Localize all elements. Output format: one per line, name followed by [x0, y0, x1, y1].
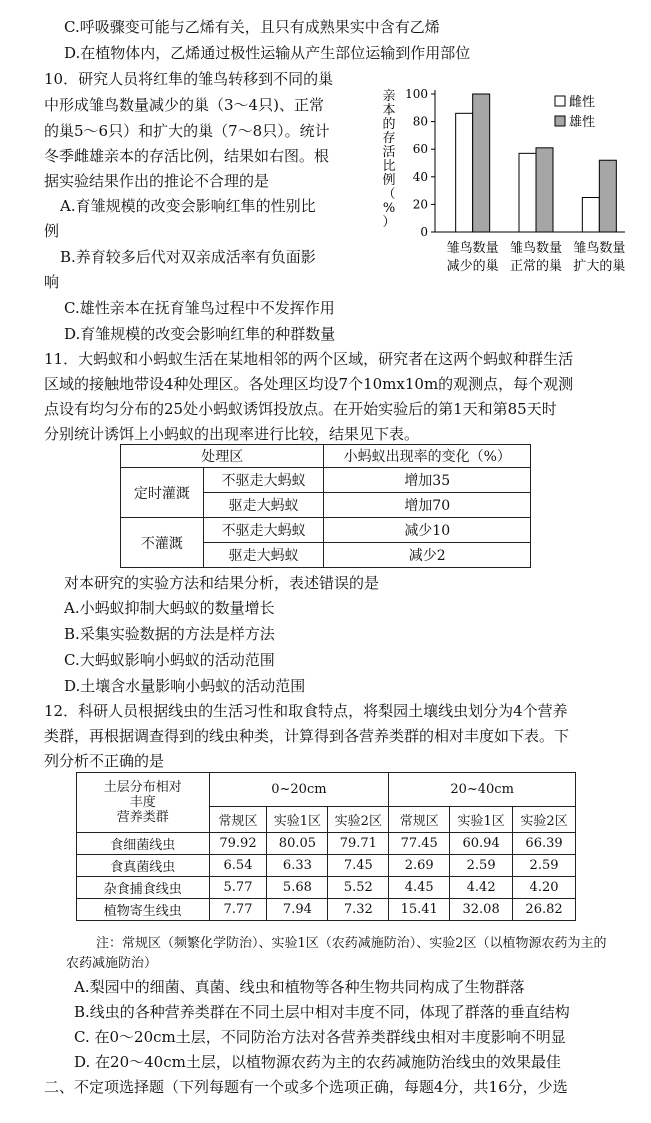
bar-female: [582, 198, 599, 233]
y-axis-label-char: 亲: [382, 89, 396, 104]
table-cell: 60.94: [450, 833, 513, 855]
table-cell: 32.08: [450, 899, 513, 921]
y-axis-label-char: 例: [382, 173, 396, 188]
table-cell: 7.45: [328, 855, 389, 877]
y-axis-label-char: 存: [382, 131, 396, 146]
nematode-table-layer-2: 20~40cm: [389, 773, 576, 807]
survival-bar-chart: [375, 82, 645, 287]
bar-female: [456, 113, 473, 232]
ant-table: [120, 444, 531, 568]
q11-stem-line-2: 区域的接触地带设4种处理区。各处理区均设7个10mx10m的观测点，每个观测: [44, 375, 574, 393]
y-tick-label: 100: [405, 87, 428, 101]
table-cell: 5.77: [209, 877, 267, 899]
nematode-table-subhead: 实验1区: [267, 807, 328, 833]
q11-stem-line-4: 分别统计诱饵上小蚂蚁的出现率进行比较，结果见下表。: [44, 425, 420, 443]
table-cell: 4.45: [389, 877, 450, 899]
q10-stem-line-1: 10．研究人员将红隼的雏鸟转移到不同的巢: [44, 70, 334, 88]
legend-swatch-male: [555, 116, 565, 126]
table-cell: 79.92: [209, 833, 267, 855]
nematode-table: [76, 772, 576, 921]
ant-table-group: 不灌溉: [121, 518, 204, 568]
q11-option-d: D.土壤含水量影响小蚂蚁的活动范围: [64, 677, 306, 695]
corner-line-1: 土层分布相对: [103, 780, 182, 795]
table-cell: 5.52: [328, 877, 389, 899]
q12-stem-line-1: 12．科研人员根据线虫的生活习性和取食特点，将梨园土壤线虫划分为4个营养: [44, 702, 568, 720]
q10-option-b-cont: 响: [44, 273, 60, 291]
q11-stem-line-3: 点设有均匀分布的25处小蚂蚁诱饵投放点。在开始实验后的第1天和第85天时: [44, 400, 557, 418]
nematode-table-subhead: 实验2区: [513, 807, 576, 833]
prev-option-c: C.呼吸骤变可能与乙烯有关，且只有成熟果实中含有乙烯: [64, 18, 440, 36]
q10-option-c: C.雄性亲本在抚育雏鸟过程中不发挥作用: [64, 299, 335, 317]
q11-option-c: C.大蚂蚁影响小蚂蚁的活动范围: [64, 651, 275, 669]
table-cell: 15.41: [389, 899, 450, 921]
y-axis-label-char: （: [382, 187, 396, 202]
prev-option-d: D.在植物体内，乙烯通过极性运输从产生部位运输到作用部位: [64, 44, 471, 62]
q11-option-b: B.采集实验数据的方法是样方法: [64, 625, 275, 643]
table-cell: 5.68: [267, 877, 328, 899]
ant-table-change: 增加70: [324, 493, 531, 518]
y-axis-label-char: %: [382, 201, 396, 216]
nematode-table-subhead: 实验2区: [328, 807, 389, 833]
chart-svg: [375, 82, 645, 287]
y-tick-label: 40: [412, 169, 428, 184]
table-cell: 7.94: [267, 899, 328, 921]
q12-note-line-2: 农药减施防治）: [66, 956, 158, 971]
ant-table-header-change: 小蚂蚁出现率的变化（%）: [324, 445, 531, 468]
x-category-label: 减少的巢: [446, 259, 499, 274]
q10-stem-line-3: 的巢5～6只）和扩大的巢（7～8只）。统计: [44, 122, 330, 140]
table-cell: 2.59: [450, 855, 513, 877]
y-axis-label-char: 的: [382, 117, 396, 132]
table-cell: 4.42: [450, 877, 513, 899]
y-tick-label: 20: [412, 197, 428, 212]
bar-male: [473, 94, 490, 232]
x-category-label: 雏鸟数量: [573, 241, 626, 256]
nematode-group-name: 植物寄生线虫: [77, 899, 210, 921]
q11-question: 对本研究的实验方法和结果分析，表述错误的是: [64, 574, 380, 592]
table-row: [77, 833, 576, 855]
section-2-title: 二、不定项选择题（下列每题有一个或多个选项正确，每题4分，共16分，少选: [44, 1078, 568, 1096]
table-cell: 26.82: [513, 899, 576, 921]
table-cell: 2.69: [389, 855, 450, 877]
nematode-table-subhead: 实验1区: [450, 807, 513, 833]
table-cell: 6.33: [267, 855, 328, 877]
nematode-group-name: 食细菌线虫: [77, 833, 210, 855]
table-cell: 4.20: [513, 877, 576, 899]
y-tick-label: 0: [420, 225, 428, 239]
q10-stem-line-2: 中形成雏鸟数量减少的巢（3～4只)、正常: [44, 96, 324, 114]
corner-line-2: 丰度: [129, 795, 156, 810]
nematode-table-corner: [77, 773, 210, 833]
table-cell: 7.32: [328, 899, 389, 921]
q10-option-a-cont: 例: [44, 222, 60, 240]
legend-swatch-female: [555, 96, 565, 106]
y-axis-label-char: 比: [382, 159, 396, 174]
y-tick-label: 60: [412, 142, 428, 157]
q12-option-b: B.线虫的各种营养类群在不同土层中相对丰度不同，体现了群落的垂直结构: [74, 1003, 570, 1021]
x-category-label: 雏鸟数量: [509, 241, 563, 256]
q10-stem-line-5: 据实验结果作出的推论不合理的是: [44, 172, 270, 190]
legend-label: 雌性: [569, 95, 596, 110]
nematode-table-subhead: 常规区: [209, 807, 267, 833]
table-cell: 77.45: [389, 833, 450, 855]
table-cell: 6.54: [209, 855, 267, 877]
q10-stem-line-4: 冬季雌雄亲本的存活比例，结果如右图。根: [44, 147, 330, 165]
ant-table-change: 减少10: [324, 518, 531, 543]
table-row: [77, 899, 576, 921]
ant-table-change: 减少2: [324, 543, 531, 568]
q12-option-d: D. 在20～40cm土层，以植物源农药为主的农药减施防治线虫的效果最佳: [74, 1053, 561, 1071]
q12-option-c: C. 在0～20cm土层，不同防治方法对各营养类群线虫相对丰度影响不明显: [74, 1028, 566, 1046]
ant-table-treatment: 不驱走大蚂蚁: [203, 468, 324, 493]
y-axis-label-char: 本: [382, 103, 396, 118]
ant-table-change: 增加35: [324, 468, 531, 493]
q12-stem-line-3: 列分析不正确的是: [44, 752, 165, 770]
ant-table-treatment: 不驱走大蚂蚁: [203, 518, 324, 543]
nematode-group-name: 杂食捕食线虫: [77, 877, 210, 899]
table-cell: 2.59: [513, 855, 576, 877]
legend-label: 雄性: [569, 115, 596, 130]
corner-line-3: 营养类群: [116, 810, 169, 825]
table-row: [77, 877, 576, 899]
q11-stem-line-1: 11．大蚂蚁和小蚂蚁生活在某地相邻的两个区域，研究者在这两个蚂蚁种群生活: [44, 350, 574, 368]
nematode-group-name: 食真菌线虫: [77, 855, 210, 877]
q12-stem-line-2: 类群，再根据调查得到的线虫种类，计算得到各营养类群的相对丰度如下表。下: [44, 727, 570, 745]
q10-option-d: D.育雏规模的改变会影响红隼的种群数量: [64, 325, 336, 343]
q10-option-b: B.养育较多后代对双亲成活率有负面影: [60, 248, 316, 266]
bar-male: [599, 160, 616, 232]
q12-note-line-1: 注：常规区（频繁化学防治）、实验1区（农药减施防治）、实验2区（以植物源农药为主的: [96, 936, 607, 951]
nematode-table-layer-1: 0~20cm: [209, 773, 389, 807]
x-category-label: 扩大的巢: [573, 259, 626, 274]
ant-table-group: 定时灌溉: [121, 468, 204, 518]
table-cell: 79.71: [328, 833, 389, 855]
x-category-label: 雏鸟数量: [446, 241, 499, 256]
bar-male: [536, 148, 553, 232]
q12-option-a: A.梨园中的细菌、真菌、线虫和植物等各种生物共同构成了生物群落: [74, 978, 525, 996]
bar-female: [519, 153, 536, 232]
ant-table-treatment: 驱走大蚂蚁: [203, 543, 324, 568]
q11-option-a: A.小蚂蚁抑制大蚂蚁的数量增长: [64, 599, 275, 617]
table-cell: 66.39: [513, 833, 576, 855]
y-axis-label-char: 活: [382, 145, 396, 160]
x-category-label: 正常的巢: [509, 259, 563, 274]
q10-option-a: A.育雏规模的改变会影响红隼的性别比: [60, 197, 316, 215]
y-tick-label: 80: [412, 114, 428, 129]
ant-table-header-zone: 处理区: [121, 445, 324, 468]
y-axis-label-char: ）: [382, 215, 396, 230]
table-row: [77, 855, 576, 877]
table-cell: 7.77: [209, 899, 267, 921]
nematode-table-subhead: 常规区: [389, 807, 450, 833]
table-cell: 80.05: [267, 833, 328, 855]
ant-table-treatment: 驱走大蚂蚁: [203, 493, 324, 518]
